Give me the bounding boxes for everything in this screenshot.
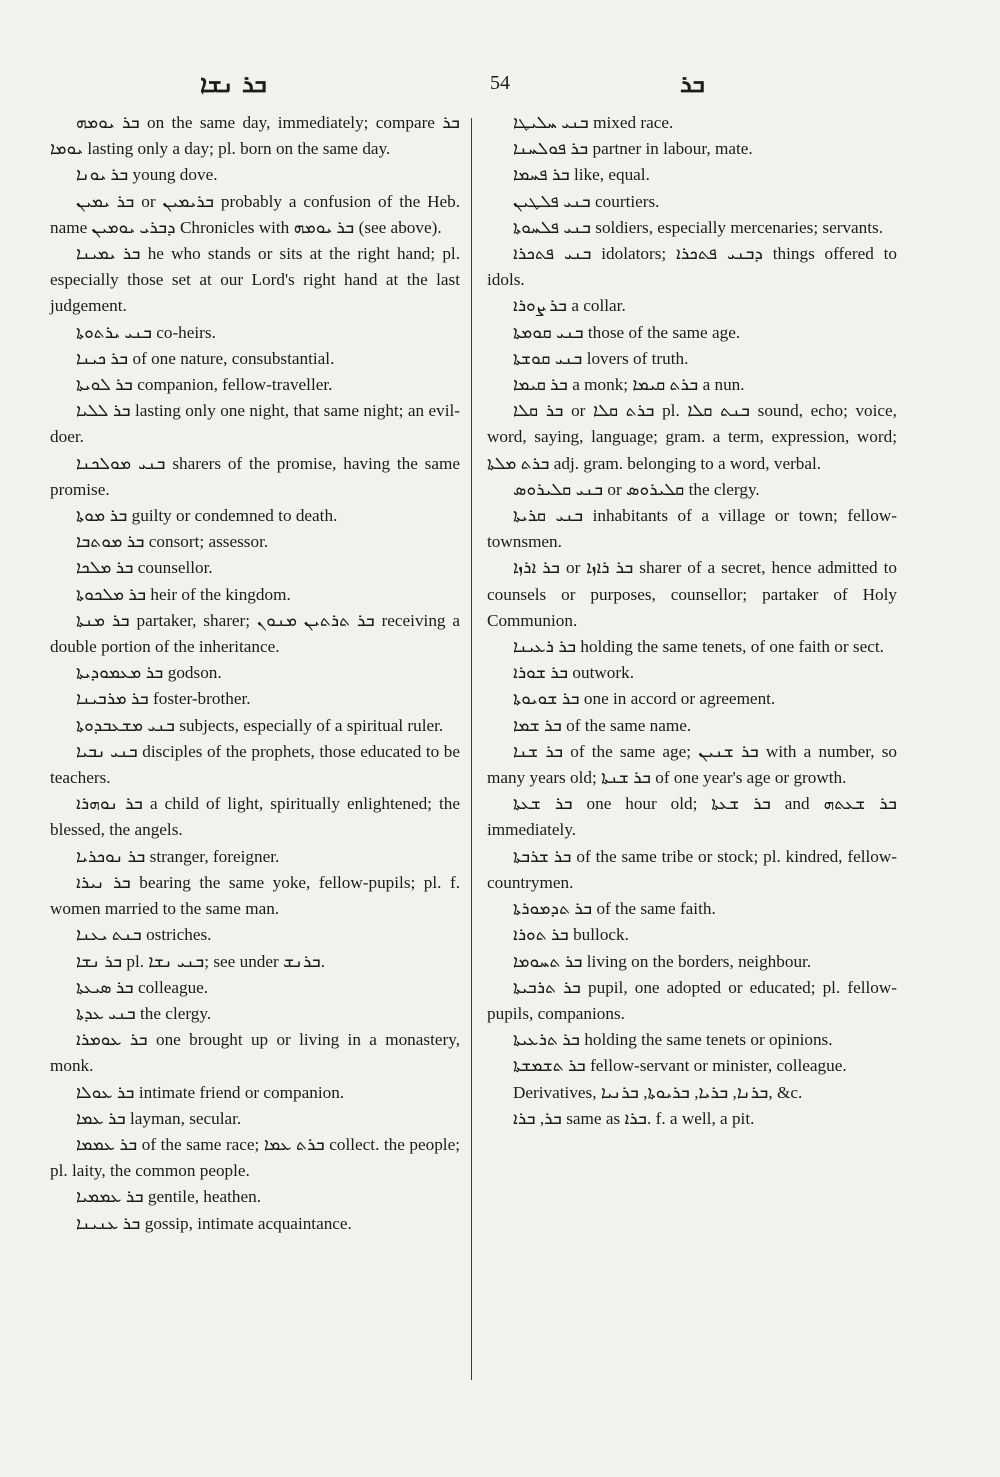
dictionary-entry: ܒܪ ܥܡܡܝܐ gentile, heathen. <box>76 1187 262 1207</box>
dictionary-entry: ܒܪ ܐܪܙܐ or ܒܪ ܪܐܙܐ sharer of a secret, hence admitted to counsels or purposes, counsellor; partaker of Holy Communion. <box>487 558 897 630</box>
dictionary-entry: ܒܪ ܬܪܥܝܬܐ holding the same tenets or opinions. <box>513 1030 833 1050</box>
dictionary-entry: ܒܪ ܬܪܒܝܬܐ pupil, one adopted or educated; pl. fellow-pupils, companions. <box>487 977 897 1023</box>
dictionary-entry: ܒܢܝ ܢܒܝܐ disciples of the prophets, those educated to be teachers. <box>50 741 460 788</box>
dictionary-entry: ܒܪ ܫܘܪܐ outwork. <box>513 663 634 683</box>
dictionary-entry: ܒܪ ܢܘܗܪܐ a child of light, spiritually enlightened; the blessed, the angels. <box>50 794 460 840</box>
dictionary-entry: ܒܪ ܡܘܬܐ guilty or condemned to death. <box>76 506 338 526</box>
dictionary-entry: ܒܢܝ ܥܕܬܐ the clergy. <box>76 1003 212 1023</box>
dictionary-entry: ܒܪ ܥܢܝܢܐ gossip, intimate acquaintance. <box>76 1213 352 1233</box>
dictionary-entry: ܒܪ ܝܡܝܢ or ܒܪܝܡܝܢ probably a confusion of the Heb. name ܕܒܪܝ ܝܘܡܝܢ Chronicles with ܒܪ ܝܘܡܗ (see above). <box>50 191 460 237</box>
dictionary-entry: ܒܢܝ ܩܠܝܪܘܣ or ܩܠܝܪܘܣ the clergy. <box>513 479 760 499</box>
dictionary-entry: ܒܪ ܡܢܬܐ partaker, sharer; ܒܪ ܬܪܬܝܢ ܡܢܘܢ receiving a double portion of the inheritance. <box>50 610 460 657</box>
dictionary-entry: ܒܪ ܡܪܒܝܢܐ foster-brother. <box>76 689 251 709</box>
header-left-title: ܒܪ ܢܫܐ <box>200 70 267 98</box>
dictionary-entry: ܒܪ ܢܫܐ pl. ܒܢܝ ܢܫܐ; see under ܒܪܢܫ. <box>76 951 325 971</box>
dictionary-entry: ܒܪ ܫܘܝܘܬܐ one in accord or agreement. <box>513 689 776 709</box>
dictionary-entry: ܒܪ ܝܘܢܐ young dove. <box>76 165 218 185</box>
dictionary-entry: ܒܪ ܬܘܪܐ bullock. <box>513 925 629 945</box>
dictionary-entry: ܒܪ ܩܠܐ or ܒܪܬ ܩܠܐ pl. ܒܢܬ ܩܠܐ sound, echo; voice, word, saying, language; gram. a term, expression, word; ܒܪܬ ܡܠܬܐ adj. gram. belonging to a word, verbal. <box>487 401 897 473</box>
derivatives-entry: Derivatives, ܒܪܢܐ, ܒܪܝܐ, ܒܪܝܘܬܐ, ܒܪܢܝܐ, &c. <box>513 1082 803 1102</box>
dictionary-entry: ܒܢܝ ܩܪܝܬܐ inhabitants of a village or town; fellow-townsmen. <box>487 506 897 552</box>
dictionary-entry: ܒܪ ܥܘܠܐ intimate friend or companion. <box>76 1082 345 1102</box>
dictionary-entry: ܒܪ ܦܘܠܚܢܐ partner in labour, mate. <box>513 139 753 159</box>
dictionary-entry: ܒܢܝ ܡܘܠܟܢܐ sharers of the promise, having the same promise. <box>50 453 460 499</box>
dictionary-entry: ܒܪ, ܒܪܐ same as ܒܪܐ. f. a well, a pit. <box>513 1108 755 1128</box>
dictionary-entry: ܒܢܝ ܝܪܬܘܬܐ co-heirs. <box>76 322 216 342</box>
column-divider <box>471 118 472 1380</box>
dictionary-entry: ܒܪ ܡܠܟܐ counsellor. <box>76 558 213 578</box>
page-header <box>50 66 950 102</box>
right-column <box>487 110 897 1132</box>
dictionary-entry: ܒܪ ܫܥܬܐ one hour old; ܒܪ ܫܥܬܐ and ܒܪ ܫܥܬܗ immediately. <box>487 794 897 840</box>
dictionary-entry: ܒܢܝ ܩܘܡܬܐ those of the same age. <box>513 322 741 342</box>
dictionary-entry: ܒܪ ܣܝܥܬܐ colleague. <box>76 977 209 997</box>
dictionary-entry: ܒܪ ܩܝܡܐ a monk; ܒܪܬ ܩܝܡܐ a nun. <box>513 375 745 395</box>
dictionary-entry: ܒܢܬ ܝܥܢܐ ostriches. <box>76 925 212 945</box>
dictionary-entry: ܒܪ ܝܡܝܢܐ he who stands or sits at the right hand; pl. especially those set at our Lord's right hand at the last judgement. <box>50 244 460 316</box>
dictionary-entry: ܒܪ ܟܝܢܐ of one nature, consubstantial. <box>76 348 335 368</box>
left-column <box>50 110 460 1237</box>
dictionary-entry: ܒܪ ܡܘܬܒܐ consort; assessor. <box>76 532 269 552</box>
dictionary-entry: ܒܪ ܠܠܝܐ lasting only one night, that same night; an evil-doer. <box>50 401 460 447</box>
dictionary-entry: ܒܪ ܢܘܟܪܝܐ stranger, foreigner. <box>76 846 280 866</box>
dictionary-entry: ܒܪ ܨܘܪܐ a collar. <box>513 296 626 316</box>
dictionary-entry: ܒܪ ܬܚܘܡܐ living on the borders, neighbour. <box>513 951 812 971</box>
dictionary-entry: ܒܢܝ ܦܠܛܝܢ courtiers. <box>513 191 660 211</box>
dictionary-entry: ܒܪ ܬܕܡܘܪܬܐ of the same faith. <box>513 899 716 919</box>
page-number: 54 <box>490 72 510 94</box>
header-right-title: ܒܪ <box>680 70 705 98</box>
dictionary-entry: ܒܪ ܫܪܒܬܐ of the same tribe or stock; pl. kindred, fellow-countrymen. <box>487 846 897 892</box>
dictionary-entry: ܒܢܝ ܚܠܝܛܐ mixed race. <box>513 113 674 132</box>
dictionary-entry: ܒܢܝ ܩܘܫܬܐ lovers of truth. <box>513 348 689 368</box>
dictionary-entry: ܒܢܝ ܦܠܚܘܬܐ soldiers, especially mercenaries; servants. <box>513 217 884 237</box>
dictionary-entry: ܒܪ ܥܡܐ layman, secular. <box>76 1108 242 1128</box>
dictionary-entry: ܒܢܝ ܡܫܥܒܕܘܬܐ subjects, especially of a spiritual ruler. <box>76 715 444 735</box>
dictionary-entry: ܒܪ ܠܘܝܬܐ companion, fellow-traveller. <box>76 375 333 395</box>
dictionary-entry: ܒܪ ܬܫܡܫܬܐ fellow-servant or minister, colleague. <box>513 1056 847 1076</box>
dictionary-entry: ܒܪ ܫܡܐ of the same name. <box>513 715 692 735</box>
dictionary-entry: ܒܪ ܝܘܡܗ on the same day, immediately; compare ܒܪ ܝܘܡܐ lasting only a day; pl. born on the same day. <box>50 113 460 159</box>
dictionary-entry: ܒܪ ܦܚܡܐ like, equal. <box>513 165 650 185</box>
dictionary-entry: ܒܪ ܡܥܡܘܕܝܬܐ godson. <box>76 663 222 683</box>
dictionary-entry: ܒܪ ܫܢܐ of the same age; ܒܪ ܫܢܝܢ with a number, so many years old; ܒܪ ܫܢܬܐ of one year's age or growth. <box>487 741 898 788</box>
dictionary-entry: ܒܪ ܥܘܡܪܐ one brought up or living in a monastery, monk. <box>50 1030 460 1076</box>
dictionary-entry: ܒܪ ܡܠܟܘܬܐ heir of the kingdom. <box>76 584 291 604</box>
dictionary-entry: ܒܢܝ ܦܬܟܪܐ idolators; ܕܒܢܝ ܦܬܟܪܐ things offered to idols. <box>487 244 897 290</box>
dictionary-entry: ܒܪ ܢܝܪܐ bearing the same yoke, fellow-pupils; pl. f. women married to the same man. <box>50 872 460 919</box>
dictionary-entry: ܒܪ ܥܡܡܐ of the same race; ܒܪܬ ܥܡܐ collect. the people; pl. laity, the common people. <box>50 1134 460 1181</box>
dictionary-entry: ܒܪ ܪܥܝܢܐ holding the same tenets, of one faith or sect. <box>513 637 884 657</box>
